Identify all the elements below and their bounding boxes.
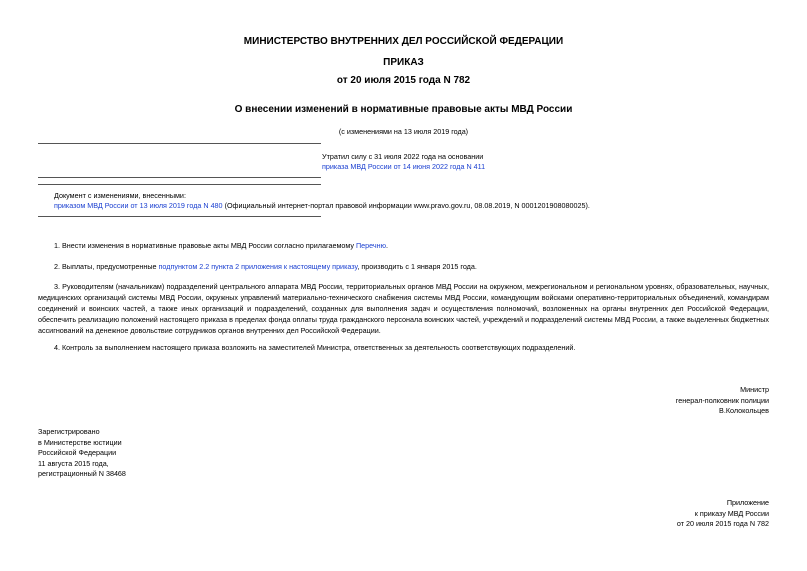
item-2-text: 2. Выплаты, предусмотренные [54, 262, 157, 271]
separator-line [38, 177, 321, 178]
item-1-end: . [386, 241, 389, 250]
registration-block [38, 427, 288, 480]
changes-label: Документ с изменениями, внесенными: [54, 191, 186, 200]
item-2-link[interactable]: подпунктом 2.2 пункта 2 приложения к настоящему приказу [158, 262, 358, 271]
item-2 [54, 261, 769, 272]
item-3: 3. Руководителям (начальникам) подразделений центрального аппарата МВД России, территориальных органов МВД России на окружном, межрегиональном и региональном уровнях, образовательных, научных, медицинских организаций системы МВД России, окружных управлений материально-технического снабжения системы МВД России, командующим войсками оперативно-территориальных объединений, командирам соединений и воинских частей, а также иных организаций и подразделений, созданных для выполнения задач и осуществления полномочий, возложенных на органы внутренних дел Российской Федерации, обеспечить реализацию положений настоящего приказа в пределах фонда оплаты труда гражданского персонала воинских частей, учреждений и подразделений системы МВД России, а также выделенных бюджетных ассигнований на денежное довольствие сотрудников органов внутренних дел Российской Федерации. [38, 282, 769, 335]
item-4: 4. Контроль за выполнением настоящего приказа возложить на заместителей Министра, ответственных за деятельность соответствующих подразделений. [54, 343, 576, 352]
registration-line: Российской Федерации [38, 448, 117, 457]
separator-line [38, 143, 321, 144]
ministry-heading: МИНИСТЕРСТВО ВНУТРЕННИХ ДЕЛ РОССИЙСКОЙ ФЕДЕРАЦИИ [243, 36, 564, 47]
separator-line [38, 184, 321, 185]
doc-type: ПРИКАЗ [383, 57, 424, 68]
signature-block [560, 385, 769, 417]
registration-date: 11 августа 2015 года, [38, 458, 109, 468]
doc-date-number: от 20 июля 2015 года N 782 [336, 75, 471, 86]
changes-link[interactable]: приказом МВД России от 13 июля 2019 года N 480 [54, 200, 223, 210]
appendix-block [560, 498, 769, 530]
item-2-end: , производить с 1 января 2015 года. [357, 262, 477, 271]
doc-title: О внесении изменений в нормативные правовые акты МВД России [234, 104, 573, 115]
appendix-date: от 20 июля 2015 года N 782 [676, 519, 769, 528]
signature-rank: генерал-полковник полиции [675, 395, 769, 405]
item-1-link[interactable]: Перечню [356, 241, 387, 250]
repeal-link[interactable]: приказа МВД России от 14 июня 2022 года N 411 [322, 161, 486, 171]
registration-line: Зарегистрировано [38, 427, 100, 436]
separator-line [38, 216, 321, 217]
appendix-title: Приложение [726, 498, 769, 507]
appendix-ref: к приказу МВД России [694, 508, 769, 518]
signature-title: Министр [740, 385, 769, 394]
item-1 [54, 240, 769, 251]
registration-line: в Министерстве юстиции [38, 437, 122, 447]
changes-source: (Официальный интернет-портал правовой информации www.pravo.gov.ru, 08.08.2019, N 0001201908080025). [224, 200, 590, 210]
repeal-text: Утратил силу с 31 июля 2022 года на основании [322, 152, 484, 161]
signature-name: В.Колокольцев [719, 406, 769, 415]
item-1-text: 1. Внести изменения в нормативные правовые акты МВД России согласно прилагаемому [54, 241, 354, 250]
registration-number: регистрационный N 38468 [38, 469, 126, 478]
amended-note: (с изменениями на 13 июля 2019 года) [338, 127, 469, 136]
repeal-note [322, 152, 572, 171]
changes-block [54, 191, 774, 210]
